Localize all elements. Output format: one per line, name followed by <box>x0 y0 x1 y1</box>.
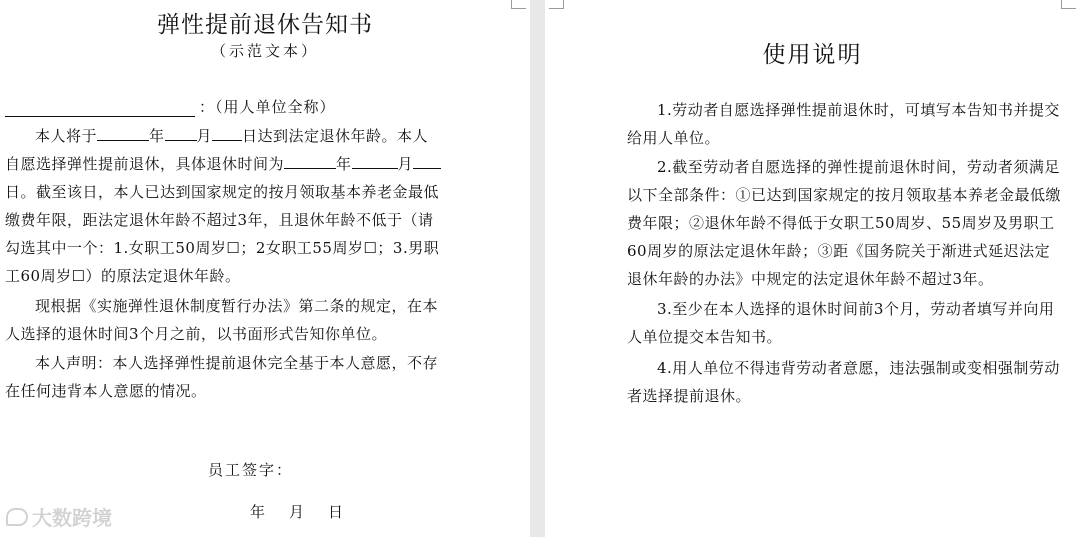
instruction-item-3 <box>627 295 1077 351</box>
paragraph-declaration <box>5 349 457 405</box>
document-page-right <box>545 0 1080 537</box>
text-line: 1.劳动者自愿选择弹性提前退休时，可填写本告知书并提交 <box>657 101 1060 119</box>
text-segment: 月 <box>397 155 414 173</box>
text-line: 本人声明：本人选择弹性提前退休完全基于本人意愿，不存 <box>35 354 439 372</box>
day-blank[interactable] <box>212 124 242 141</box>
text-line: 给用人单位。 <box>627 129 721 147</box>
text-line <box>5 150 457 178</box>
year-blank[interactable] <box>97 124 149 141</box>
text-line: 勾选其中一个：1.女职工50周岁☐；2女职工55周岁☐；3.男职 <box>5 239 440 257</box>
watermark <box>6 502 112 531</box>
text-segment: 日达到法定退休年龄。本人 <box>242 127 429 145</box>
text-segment: 年 <box>336 155 352 173</box>
text-segment: 自愿选择弹性提前退休，具体退休时间为 <box>5 155 285 173</box>
employee-signature-label: 员工签字： <box>208 461 294 479</box>
addressee-line <box>5 96 336 117</box>
text-line: 4.用人单位不得违背劳动者意愿，违法强制或变相强制劳动 <box>657 359 1060 377</box>
watermark-text: 大数跨境 <box>32 506 112 530</box>
date-day-label: 日 <box>328 503 344 521</box>
document-page-left <box>0 0 530 537</box>
text-line: 者选择提前退休。 <box>627 387 752 405</box>
month-blank[interactable] <box>352 152 398 169</box>
instructions-title: 使用说明 <box>762 42 863 68</box>
employer-name-blank[interactable] <box>5 100 195 117</box>
year-blank[interactable] <box>284 152 336 169</box>
text-line: 退休年龄的办法》中规定的法定退休年龄不超过3年。 <box>627 270 994 288</box>
text-line: 现根据《实施弹性退休制度暂行办法》第二条的规定，在本 <box>35 297 439 315</box>
text-segment: 本人将于 <box>35 127 98 145</box>
text-line: 缴费年限，距法定退休年龄不超过3年，且退休年龄不低于（请 <box>5 211 434 229</box>
day-blank[interactable] <box>413 152 441 169</box>
text-line: 日。截至该日，本人已达到国家规定的按月领取基本养老金最低 <box>5 183 440 201</box>
date-year-label: 年 <box>250 503 266 521</box>
text-line: 人单位提交本告知书。 <box>627 328 783 346</box>
text-line: 人选择的退休时间3个月之前，以书面形式告知你单位。 <box>5 325 388 343</box>
month-blank[interactable] <box>165 124 197 141</box>
date-month-label: 月 <box>289 503 305 521</box>
page-corner-mark <box>549 0 564 9</box>
text-segment: 年 <box>149 127 165 145</box>
document-title: 弹性提前退休告知书 <box>157 12 373 38</box>
text-line: 3.至少在本人选择的退休时间前3个月，劳动者填写并向用 <box>657 300 1055 318</box>
text-line: 60周岁的原法定退休年龄；③距《国务院关于渐进式延迟法定 <box>627 242 1051 260</box>
text-line: 2.截至劳动者自愿选择的弹性提前退休时间，劳动者须满足 <box>657 158 1060 176</box>
paragraph-retirement-date <box>5 122 457 290</box>
paragraph-notification <box>5 292 457 348</box>
signature-date <box>250 501 367 522</box>
text-segment: 月 <box>196 127 213 145</box>
instruction-item-2 <box>627 153 1077 293</box>
text-line: 费年限；②退休年龄不得低于女职工50周岁、55周岁及男职工 <box>627 214 1055 232</box>
instruction-item-4 <box>627 354 1077 410</box>
speech-bubble-icon <box>6 508 28 526</box>
addressee-label: ：（用人单位全称） <box>199 98 336 116</box>
page-corner-mark <box>1061 0 1076 9</box>
document-subtitle: （示范文本） <box>210 42 319 60</box>
instruction-item-1 <box>627 96 1077 152</box>
text-line: 在任何违背本人意愿的情况。 <box>5 382 207 400</box>
text-line: 以下全部条件：①已达到国家规定的按月领取基本养老金最低缴 <box>627 186 1062 204</box>
text-line <box>5 122 457 150</box>
text-line: 工60周岁☐）的原法定退休年龄。 <box>5 267 241 285</box>
